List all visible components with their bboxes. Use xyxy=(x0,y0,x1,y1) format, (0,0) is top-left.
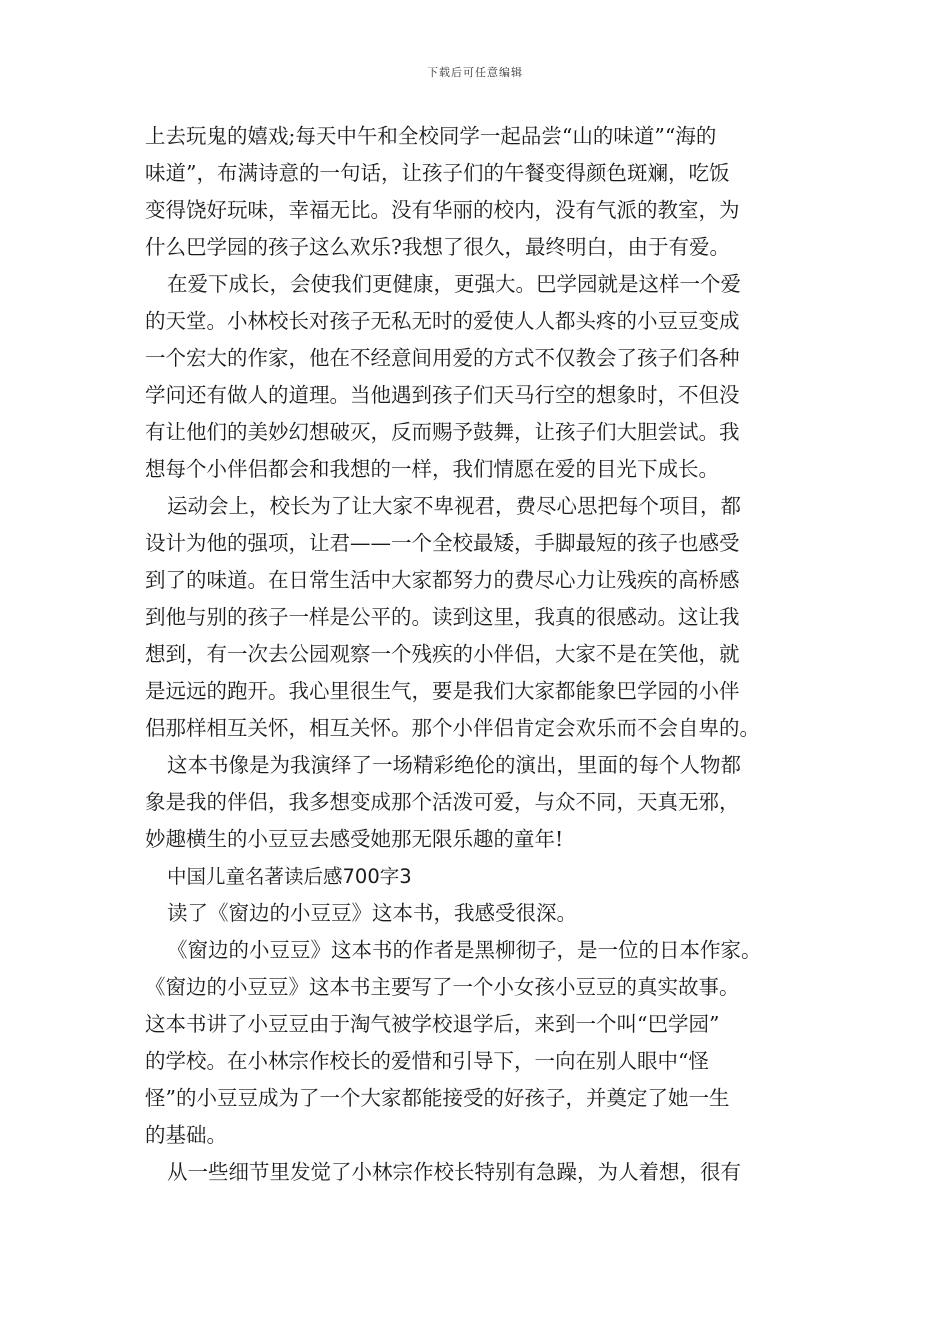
paragraph-first-line: 运动会上，校长为了让大家不卑视君，费尽心思把每个项目，都 xyxy=(167,494,741,518)
text-line: 上去玩鬼的嬉戏;每天中午和全校同学一起品尝“山的味道”“海的 xyxy=(145,124,717,148)
page-header: 下载后可任意编辑 xyxy=(427,66,523,79)
paragraph-first-line: 《窗边的小豆豆》这本书的作者是黑柳彻子，是一位的日本作家。 xyxy=(167,938,762,962)
text-line: 的天堂。小林校长对孩子无私无时的爱使人人都头疼的小豆豆变成 xyxy=(145,309,740,333)
text-line: 设计为他的强项，让君——一个全校最矮，手脚最短的孩子也感受 xyxy=(145,531,740,555)
text-line: 《窗边的小豆豆》这本书主要写了一个小女孩小豆豆的真实故事。 xyxy=(145,975,740,999)
text-line: 到了的味道。在日常生活中大家都努力的费尽心力让残疾的高桥感 xyxy=(145,568,740,592)
text-line: 的基础。 xyxy=(145,1123,227,1147)
text-line: 想每个小伴侣都会和我想的一样，我们情愿在爱的目光下成长。 xyxy=(145,457,719,481)
text-line: 这本书讲了小豆豆由于淘气被学校退学后，来到一个叫“巴学园” xyxy=(145,1012,720,1036)
text-line: 味道”，布满诗意的一句话，让孩子们的午餐变得颜色斑斓，吃饭 xyxy=(145,161,730,185)
text-line: 象是我的伴侣，我多想变成那个活泼可爱，与众不同，天真无邪， xyxy=(145,790,740,814)
paragraph-first-line: 从一些细节里发觉了小林宗作校长特别有急躁，为人着想，很有 xyxy=(167,1160,741,1184)
text-line: 侣那样相互关怀，相互关怀。那个小伴侣肯定会欢乐而不会自卑的。 xyxy=(145,716,760,740)
text-line: 学问还有做人的道理。当他遇到孩子们天马行空的想象时，不但没 xyxy=(145,383,740,407)
text-line: 什么巴学园的孩子这么欢乐?我想了很久，最终明白，由于有爱。 xyxy=(145,235,730,259)
text-line: 有让他们的美妙幻想破灭，反而赐予鼓舞，让孩子们大胆尝试。我 xyxy=(145,420,740,444)
paragraph-first-line: 读了《窗边的小豆豆》这本书，我感受很深。 xyxy=(167,901,577,925)
text-line: 是远远的跑开。我心里很生气，要是我们大家都能象巴学园的小伴 xyxy=(145,679,740,703)
text-line: 想到，有一次去公园观察一个残疾的小伴侣，大家不是在笑他，就 xyxy=(145,642,740,666)
section-heading: 中国儿童名著读后感700字3 xyxy=(167,865,412,888)
text-line: 的学校。在小林宗作校长的爱惜和引导下，一向在别人眼中“怪 xyxy=(145,1049,709,1073)
text-line: 怪”的小豆豆成为了一个大家都能接受的好孩子，并奠定了她一生 xyxy=(145,1086,730,1110)
text-line: 妙趣横生的小豆豆去感受她那无限乐趣的童年! xyxy=(145,827,564,851)
document-body xyxy=(145,118,810,1191)
text-line: 到他与别的孩子一样是公平的。读到这里，我真的很感动。这让我 xyxy=(145,605,740,629)
text-line: 一个宏大的作家，他在不经意间用爱的方式不仅教会了孩子们各种 xyxy=(145,346,740,370)
paragraph-first-line: 这本书像是为我演绎了一场精彩绝伦的演出，里面的每个人物都 xyxy=(167,753,741,777)
paragraph-first-line: 在爱下成长，会使我们更健康，更强大。巴学园就是这样一个爱 xyxy=(167,272,741,296)
text-line: 变得饶好玩味，幸福无比。没有华丽的校内，没有气派的教室，为 xyxy=(145,198,740,222)
